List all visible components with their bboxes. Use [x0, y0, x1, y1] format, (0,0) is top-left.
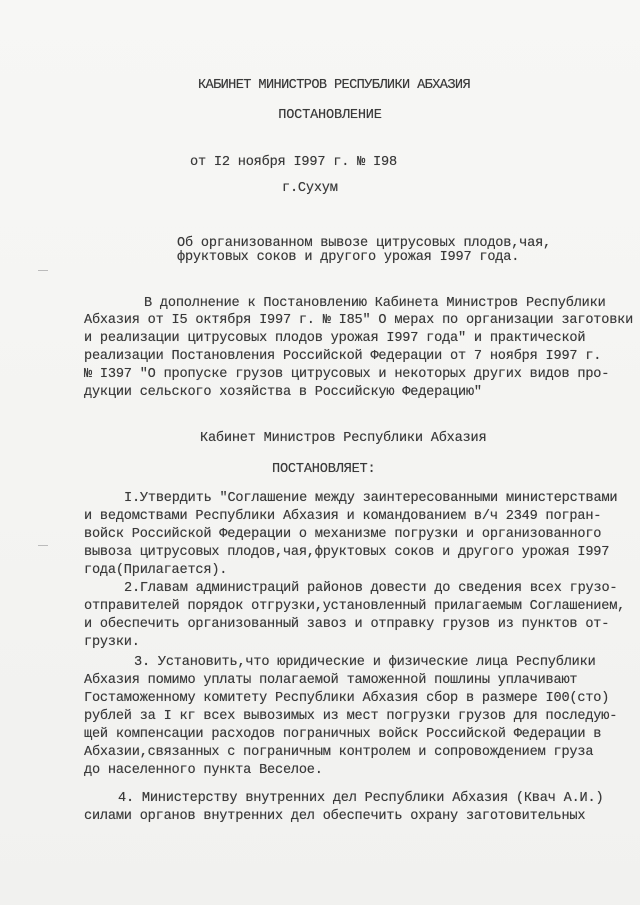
margin-mark	[38, 270, 48, 271]
item-line: до населенного пункта Веселое.	[84, 763, 323, 778]
title-line: фруктовых соков и другого урожая I997 года.	[177, 250, 520, 265]
margin-mark	[38, 545, 48, 546]
item-line: 2.Главам администраций районов довести до сведения всех грузо-	[124, 581, 618, 596]
item-line: щей компенсации расходов пограничных войск Российской Федерации в	[84, 727, 602, 742]
item-line: 4. Министерству внутренних дел Республики Абхазия (Квач А.И.)	[118, 791, 604, 806]
document-type-heading: ПОСТАНОВЛЕНИЕ	[278, 108, 382, 123]
item-line: силами органов внутренних дел обеспечить охрану заготовительных	[84, 809, 586, 824]
preamble-line: № I397 "О пропуске грузов цитрусовых и некоторых других видов про-	[84, 367, 610, 382]
preamble-line: и реализации цитрусовых плодов урожая I997 года" и практической	[84, 331, 586, 346]
preamble-line: В дополнение к Постановлению Кабинета Министров Республики	[144, 296, 606, 311]
item-line: Гостаможенному комитету Республики Абхазия сбор в размере I00(сто)	[84, 691, 610, 706]
item-line: Абхазии,связанных с пограничным контролем и сопровождением груза	[84, 745, 594, 760]
item-line: 3. Установить,что юридические и физические лица Республики	[134, 655, 596, 670]
resolves-heading: ПОСТАНОВЛЯЕТ:	[272, 462, 376, 477]
resolving-subject: Кабинет Министров Республики Абхазия	[200, 431, 487, 446]
item-line: рублей за I кг всех вывозимых из мест погрузки грузов для последую-	[84, 709, 618, 724]
item-line: года(Прилагается).	[84, 563, 228, 578]
preamble-line: Абхазия от I5 октября I997 г. № I85" О мерах по организации заготовки	[84, 313, 634, 328]
item-line: I.Утвердить "Соглашение между заинтересованными министерствами	[124, 491, 618, 506]
item-line: войск Российской Федерации о механизме погрузки и организованного	[84, 527, 602, 542]
date-number: от I2 ноября I997 г. № I98	[190, 155, 397, 170]
item-line: грузки.	[84, 635, 140, 650]
item-line: и обеспечить организованный завоз и отправку грузов из пунктов от-	[84, 617, 610, 632]
item-line: и ведомствами Республики Абхазия и командованием в/ч 2349 погран-	[84, 509, 602, 524]
title-line: Об организованном вывозе цитрусовых плодов,чая,	[177, 236, 552, 251]
organization-heading: КАБИНЕТ МИНИСТРОВ РЕСПУБЛИКИ АБХАЗИЯ	[197, 78, 471, 93]
item-line: Абхазия помимо уплаты полагаемой таможенной пошлины уплачивают	[84, 673, 578, 688]
preamble-line: дукции сельского хозяйства в Российскую Федерацию"	[84, 385, 482, 400]
item-line: вывоза цитрусовых плодов,чая,фруктовых соков и другого урожая I997	[84, 545, 610, 560]
item-line: отправителей порядок отгрузки,установленный прилагаемым Соглашением,	[84, 599, 626, 614]
preamble-line: реализации Постановления Российской Федерации от 7 ноября I997 г.	[84, 349, 602, 364]
place: г.Сухум	[282, 181, 338, 196]
